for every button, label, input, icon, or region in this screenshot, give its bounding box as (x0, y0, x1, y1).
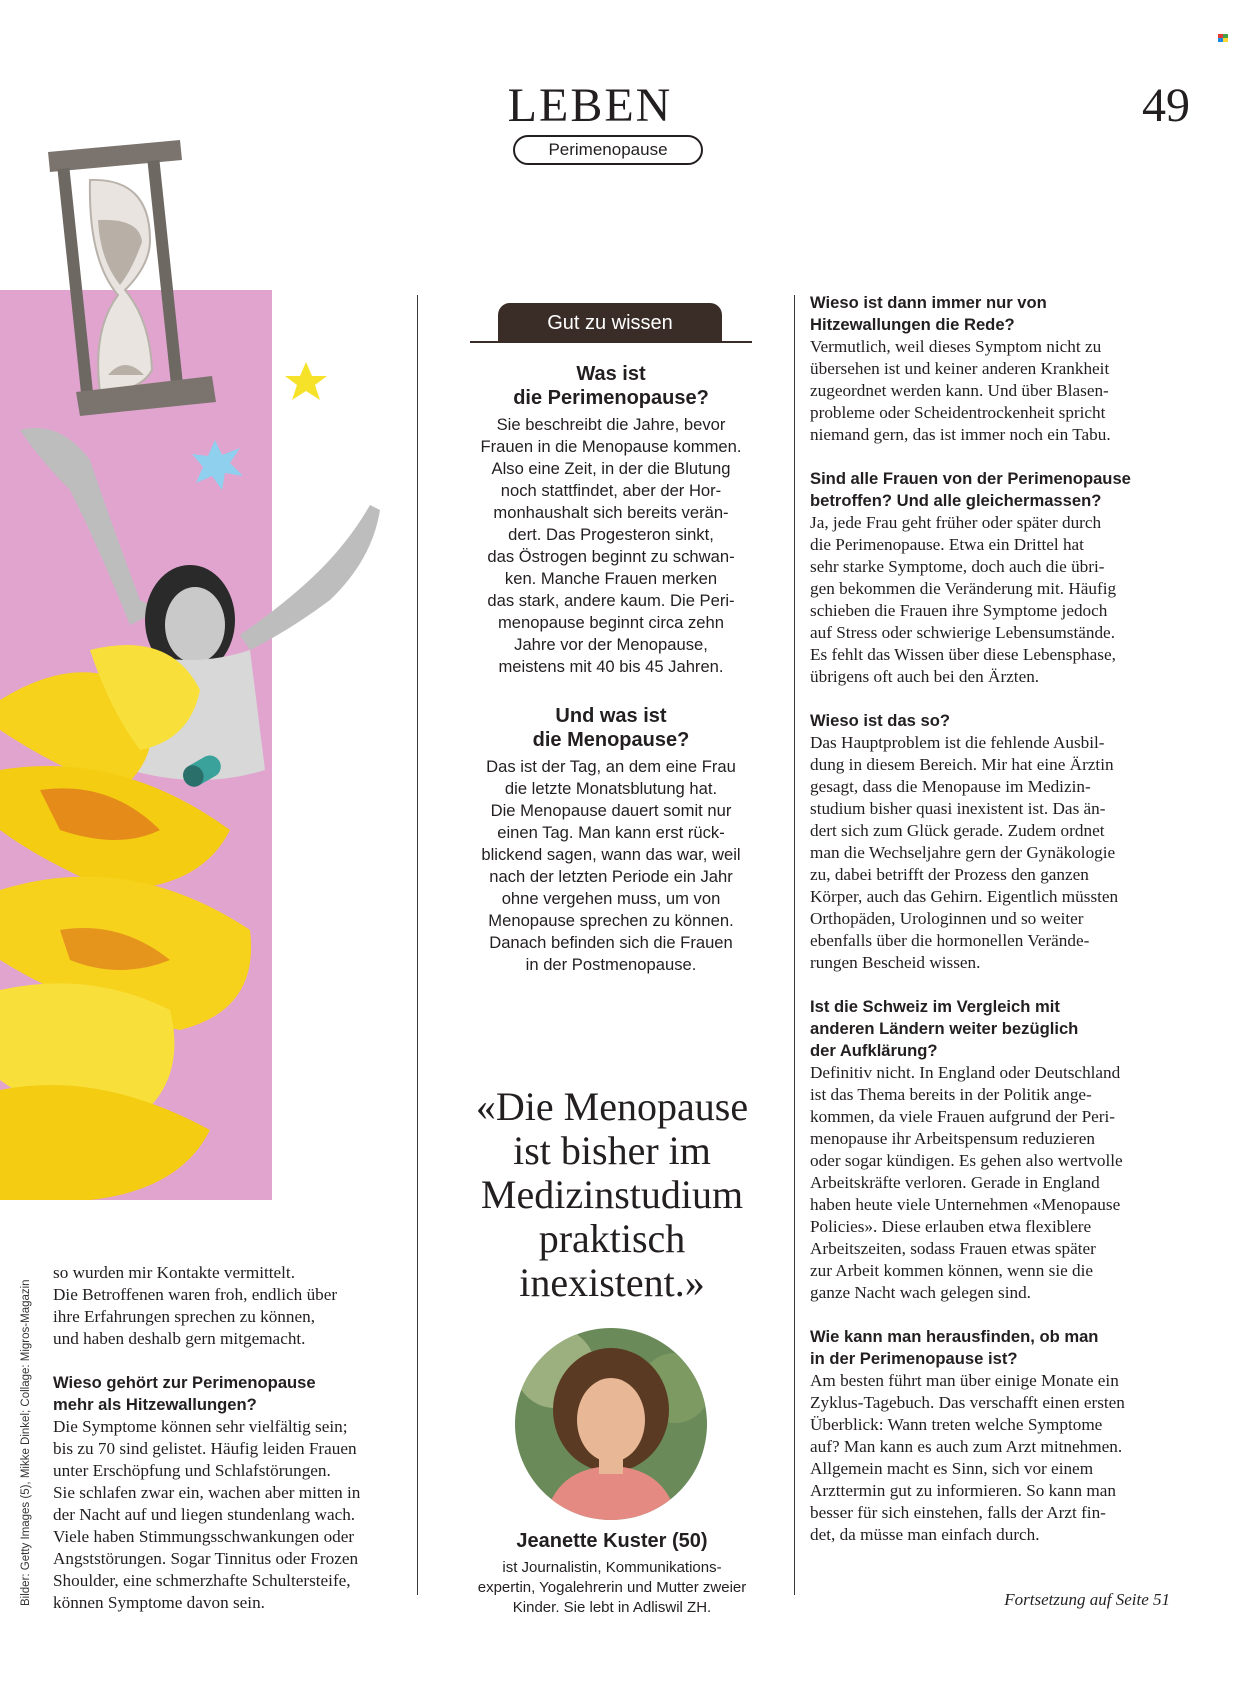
article-paragraph: so wurden mir Kontakte vermittelt. Die Betroffenen waren froh, endlich über ihre Erfahrungen sprechen zu können, und haben deshalb gern mitgemacht. (53, 1263, 338, 1348)
interview-section (810, 468, 1190, 688)
info-box-answer: Das ist der Tag, an dem eine Frau die letzte Monatsblutung hat. Die Menopause dauert somit nur einen Tag. Man kann erst rück- blickend sagen, wann das war, weil nach der letzten Periode ein Jahr ohne vergehen muss, um von Menopause sprechen zu können. Danach befinden sich die Frauen in der Postmenopause. (481, 757, 741, 974)
info-box-item (466, 704, 756, 976)
info-box-tab: Gut zu wissen (498, 303, 722, 341)
interview-answer: Vermutlich, weil dieses Symptom nicht zu übersehen ist und keiner anderen Krankheit zugeordnet werden kann. Und über Blasen- probleme oder Scheidentrockenheit spricht niemand gern, das ist immer noch ein Tabu. (810, 337, 1111, 444)
right-column (810, 292, 1190, 1568)
interview-section (810, 710, 1190, 974)
image-credit: Bilder: Getty Images (5), Mikke Dinkel; Collage: Migros-Magazin (20, 1279, 32, 1606)
interview-question: Wieso ist das so? (810, 711, 951, 730)
interview-question: Ist die Schweiz im Vergleich mit anderen Ländern weiter bezüglich der Aufklärung? (810, 997, 1079, 1060)
question-line: die Menopause? (532, 729, 690, 751)
question-line: Was ist (576, 363, 646, 385)
interview-question: Wie kann man herausfinden, ob man in der Perimenopause ist? (810, 1327, 1099, 1368)
print-marker-icon (1218, 34, 1228, 42)
interview-question: Wieso gehört zur Perimenopause mehr als Hitzewallungen? (53, 1373, 316, 1414)
topic-label: Perimenopause (513, 135, 703, 165)
collage-illustration (0, 130, 420, 1210)
page-number: 49 (1142, 79, 1190, 132)
interview-answer: Das Hauptproblem ist die fehlende Ausbil- dung in diesem Bereich. Mir hat eine Ärztin gesagt, dass die Menopause im Medizin- studium bisher quasi inexistent ist. Das än- dert sich zum Glück gerade. Zudem ordnet man die Wechseljahre gern der Gynäkologie zu, dabei betrifft der Prozess den ganzen Körper, auch das Gehirn. Eigentlich müssten Orthopäden, Urologinnen und so weiter ebenfalls über die hormonellen Verände- rungen Bescheid wissen. (810, 733, 1119, 972)
interview-section (810, 292, 1190, 446)
portrait-icon (515, 1328, 707, 1520)
interview-section (810, 996, 1190, 1304)
info-box-rule (470, 341, 752, 343)
blue-star-icon (192, 440, 243, 490)
section-title: LEBEN (507, 79, 673, 132)
info-box-answer: Sie beschreibt die Jahre, bevor Frauen in die Menopause kommen. Also eine Zeit, in der die Blutung noch stattfindet, aber der Hor- monhaushalt sich bereits verän- dert. Das Progesteron sinkt, das Östrogen beginnt zu schwan- ken. Manche Frauen merken das stark, andere kaum. Die Peri- menopause beginnt circa zehn Jahre vor der Menopause, meistens mit 40 bis 45 Jahren. (480, 415, 742, 676)
interview-answer: Definitiv nicht. In England oder Deutschland ist das Thema bereits in der Politik ange- kommen, da viele Frauen aufgrund der Peri- menopause ihr Arbeitspensum reduzieren oder sogar kündigen. Es gehen also wertvolle Arbeitskräfte verloren. Gerade in England haben heute viele Unternehmen «Menopause Policies». Diese erlauben etwa flexiblere Arbeitszeiten, sodass Frauen etwas später zur Arbeit kommen können, wenn sie die ganze Nacht wach gelegen sind. (810, 1063, 1123, 1302)
info-box-item (466, 362, 756, 678)
continuation-note: Fortsetzung auf Seite 51 (1004, 1590, 1170, 1609)
column-divider (417, 295, 418, 1595)
hourglass-icon (48, 140, 216, 416)
interview-section (810, 1326, 1190, 1546)
interview-answer: Die Symptome können sehr vielfältig sein; bis zu 70 sind gelistet. Häufig leiden Frauen unter Erschöpfung und Schlafstörungen. Sie schlafen zwar ein, wachen aber mitten in der Nacht auf und liegen stundenlang wach. Viele haben Stimmungsschwankungen oder Angststörungen. Sogar Tinnitus oder Frozen Shoulder, eine schmerzhafte Schultersteife, können Symptome davon sein. (53, 1417, 361, 1612)
person-bio: ist Journalistin, Kommunikations- expertin, Yogalehrerin und Mutter zweier Kinder. Sie lebt in Adliswil ZH. (477, 1559, 747, 1616)
yellow-star-icon (285, 362, 327, 400)
column-divider (794, 295, 795, 1595)
interview-question: Wieso ist dann immer nur von Hitzewallungen die Rede? (810, 293, 1047, 334)
person-name: Jeanette Kuster (50) (516, 1530, 708, 1552)
pull-quote: «Die Menopause ist bisher im Medizinstudium praktisch inexistent.» (475, 1084, 749, 1305)
question-line: Und was ist (555, 705, 667, 727)
info-box-question (466, 704, 756, 752)
left-column (53, 1262, 413, 1614)
interview-question: Sind alle Frauen von der Perimenopause betroffen? Und alle gleichermassen? (810, 469, 1131, 510)
info-box-question (466, 362, 756, 410)
interview-answer: Ja, jede Frau geht früher oder später durch die Perimenopause. Etwa ein Drittel hat sehr starke Symptome, doch auch die übri- gen bekommen die Veränderung mit. Häufig schieben die Frauen ihre Symptome jedoch auf Stress oder schwierige Lebensumstände. Es fehlt das Wissen über diese Lebensphase, übrigens oft auch bei den Ärzten. (810, 513, 1117, 686)
question-line: die Perimenopause? (513, 387, 709, 409)
interview-answer: Am besten führt man über einige Monate ein Zyklus-Tagebuch. Das verschafft einen ersten Überblick: Wann treten welche Symptome auf? Man kann es auch zum Arzt mitnehmen. Allgemein macht es Sinn, sich vor einem Arzttermin gut zu informieren. So kann man besser für sich einstehen, falls der Arzt fin- det, da müsse man einfach durch. (810, 1371, 1125, 1544)
portrait-photo (515, 1328, 707, 1520)
